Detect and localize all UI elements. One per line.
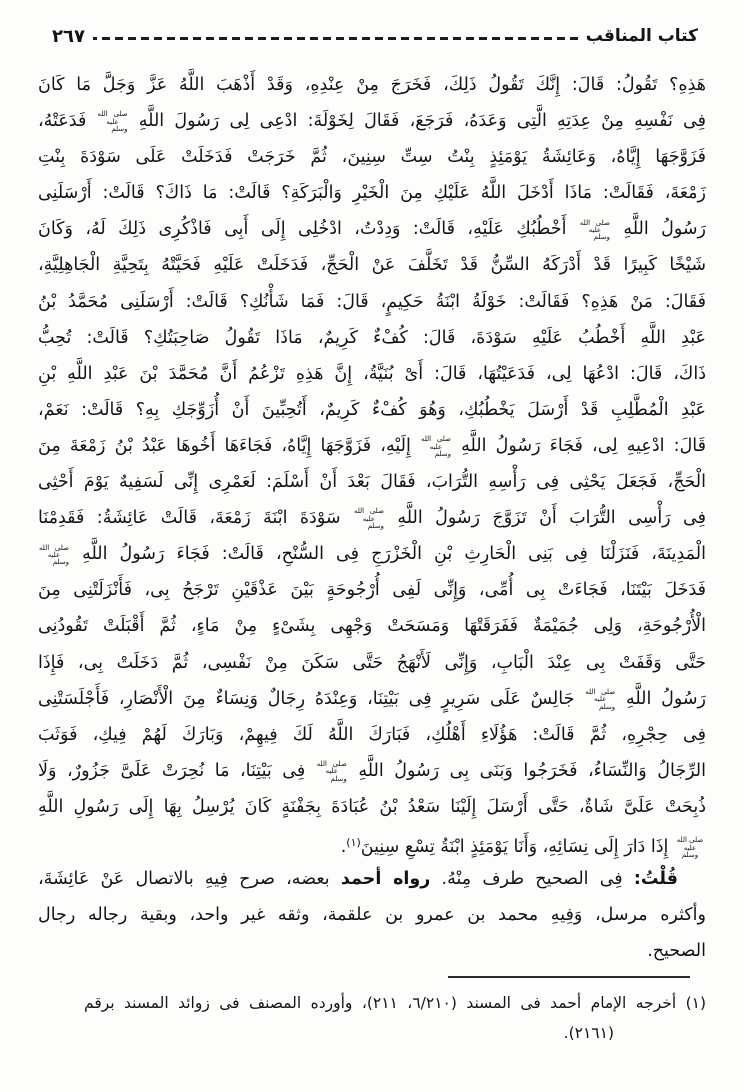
hadith-line: فَزَوَّجَهَا إِيَّاهُ، وَعَائِشَةُ يَوْمَئِذٍ بِنْتُ سِتِّ سِنِينَ، ثُمَّ خَرَجَتْ فَدَخَلَتْ عَلَى سَوْدَةَ بِنْتِ bbox=[38, 147, 706, 168]
hadith-line: ذُبِحَتْ عَلَىَّ شَاةٌ، حَتَّى أَرْسَلَ إِلَيْنَا سَعْدُ بْنُ عُبَادَةَ بِجَفْنَةٍ كَانَ يُرْسِلُ بِهَا إِلَى رَسُولِ اللَّهِ bbox=[38, 796, 706, 817]
hadith-line: الْحَجِّ، فَجَعَلَ يَحْثِى فِى رَأْسِهِ التُّرَابَ، فَقَالَ بَعْدَ أَنْ أَسْلَمَ: لَعَمْرِى إِنِّى لَسَفِيهٌ يَوْمَ أَحْثِى bbox=[38, 472, 706, 493]
pbuh-symbol: صلى الله عليه وسلم bbox=[353, 507, 384, 531]
footnote-line-2: (٢١٦١). bbox=[563, 1024, 614, 1042]
hadith-line: فِى رَأْسِى التُّرَابَ أَنْ تَزَوَّجَ رَسُولُ اللَّهِ صلى الله عليه وسلم سَوْدَةَ ابْنَةَ زَمْعَةَ، قَالَتْ عَائِشَةُ: فَقَدِمْنَا bbox=[38, 507, 706, 531]
qultu-label: قُلْتُ: bbox=[633, 869, 679, 890]
hadith-last-text: صلى الله عليه وسلم إِذَا دَارَ إِلَى نِسَائِهِ، وَأَنَا يَوْمَئِذٍ ابْنَةُ تِسْعِ سِنِينَ bbox=[360, 836, 704, 859]
hadith-line: زَمْعَةَ، فَقَالَتْ: مَاذَا أَدْخَلَ اللَّهُ عَلَيْكِ مِنَ الْخَيْرِ وَالْبَرَكَةِ؟ قَالَتْ: مَا ذَاكَ؟ قَالَتْ: أَرْسَلَنِى bbox=[38, 183, 706, 204]
footnote-separator bbox=[448, 976, 690, 978]
hadith-line: رَسُولُ اللَّهِ صلى الله عليه وسلم جَالِسٌ عَلَى سَرِيرٍ فِى بَيْتِنَا، وَعِنْدَهُ رِجَالٌ وَنِسَاءٌ مِنَ الْأَنْصَارِ، فَأَجْلَسَتْنِى bbox=[38, 687, 706, 711]
footnote-line-1: (١) أخرجه الإمام أحمد فى المسند (٦/٢١٠، ٢١١)، وأورده المصنف فى زوائد المسند برقم bbox=[84, 994, 707, 1012]
pbuh-symbol: صلى الله عليه وسلم bbox=[316, 760, 347, 783]
pbuh-symbol: صلى الله عليه وسلم bbox=[420, 435, 451, 458]
page-header bbox=[52, 22, 698, 50]
hadith-line: فِى حِجْرِهِ، ثُمَّ قَالَتْ: هَؤُلَاءِ أَهْلُكِ، فَبَارَكَ اللَّهُ لَكَ فِيهِمْ، وَبَارَكَ لَهُمْ فِيكِ، فَوَثَبَ bbox=[38, 724, 706, 745]
hadith-line: هَذِهِ؟ تَقُولُ: قَالَ: إِنَّكَ تَقُولُ ذَلِكَ، فَخَرَجَ مِنْ عِنْدِهِ، وَقَدْ أَذْهَبَ اللَّهُ عَزَّ وَجَلَّ مَا كَانَ bbox=[38, 75, 706, 95]
hadith-text-block bbox=[38, 67, 706, 969]
hadith-line: الْمَدِينَةَ، فَنَزَلْنَا فِى بَنِى الْحَارِثِ بْنِ الْخَزْرَجِ فِى السُّنْحِ، قَالَتْ: فَجَاءَ رَسُولُ اللَّهِ صلى الله عليه وسلم bbox=[39, 543, 706, 567]
hadith-line: عَبْدِ الْمُطَّلِبِ قَدْ أَرْسَلَ يَخْطُبُكِ، وَهُوَ كُفْءٌ كَرِيمٌ، أَتُحِبِّينَ أَنْ أُزَوِّجَكِ بِهِ؟ قَالَتْ: نَعَمْ، bbox=[38, 399, 706, 420]
pbuh-symbol: صلى الله عليه وسلم bbox=[39, 543, 69, 567]
hadith-last-line bbox=[38, 825, 706, 861]
comment-seg-2: بعضه، صرح فِيهِ بالاتصال عَنْ عَائِشَةَ، bbox=[38, 869, 341, 890]
sentence-period: . bbox=[340, 836, 347, 857]
hadith-line: فِى نَفْسِهِ مِنْ عِدَتِهِ الَّتِى وَعَدَهُ، فَرَجَعَ، فَقَالَ لِخَوْلَةَ: ادْعِى لِى رَسُولَ اللَّهِ صلى الله عليه وسلم فَدَعَتْهُ، bbox=[38, 110, 706, 134]
footnote bbox=[84, 988, 706, 1048]
hadith-line: فَدَخَلَ بَيْتَنَا، فَجَاءَتْ بِى أُمِّى، وَإِنِّى لَفِى أُرْجُوحَةٍ بَيْنَ عَذْقَيْنِ تَرْجَحُ بِى، فَأَنْزَلَتْنِى مِنَ bbox=[38, 580, 706, 601]
pbuh-symbol: صلى الله عليه وسلم bbox=[676, 836, 704, 859]
hadith-line: الْأُرْجُوحَةِ، وَلِى جُمَيْمَةٌ فَفَرَقَتْهَا وَمَسَحَتْ وَجْهِى بِشَىْءٍ مِنْ مَاءٍ، ثُمَّ أَقْبَلَتْ تَقُودُنِى bbox=[38, 616, 706, 637]
comment-seg-1: فِى الصحيح طرف مِنْهُ. bbox=[430, 869, 634, 890]
pbuh-symbol: صلى الله عليه وسلم bbox=[579, 218, 610, 242]
hadith-line: شَيْخًا كَبِيرًا قَدْ أَدْرَكَهُ السِّنُّ قَدْ تَخَلَّفَ عَنْ الْحَجِّ، فَدَخَلَتْ عَلَيْهِ فَحَيَّتْهُ بِتَحِيَّةِ الْجَاهِلِيَّةِ، bbox=[38, 255, 706, 276]
hadith-line: قَالَ: ادْعِيهِ لِى، فَجَاءَ رَسُولُ اللَّهِ صلى الله عليه وسلم إِلَيْهِ، فَزَوَّجَهَا إِيَّاهُ، فَجَاءَهَا أَخُوهَا عَبْدُ بْنُ زَمْعَةَ مِنَ bbox=[38, 435, 706, 458]
narrator-attribution: رواه أحمد bbox=[340, 869, 431, 890]
page-number: ٢٦٧ bbox=[52, 25, 85, 47]
hadith-line: رَسُولُ اللَّهِ صلى الله عليه وسلم أَخْطُبُكِ عَلَيْهِ، قَالَتْ: وَدِدْتُ، ادْخُلِى إِلَى أَبِى فَاذْكُرِى ذَلِكَ لَهُ، وَكَانَ bbox=[38, 218, 706, 242]
author-comment-line-1 bbox=[38, 861, 706, 897]
pbuh-symbol: صلى الله عليه وسلم bbox=[97, 110, 128, 134]
pbuh-symbol: صلى الله عليه وسلم bbox=[585, 687, 616, 711]
hadith-line: الرِّجَالُ وَالنِّسَاءُ، فَخَرَجُوا وَبَنَى بِى رَسُولُ اللَّهِ صلى الله عليه وسلم فِى بَيْتِنَا، مَا نُحِرَتْ عَلَىَّ جَزُورٌ، وَلَا bbox=[38, 760, 706, 783]
hadith-line: حَتَّى وَقَفَتْ بِى عِنْدَ الْبَابِ، وَإِنِّى لَأَنْهَجُ حَتَّى سَكَنَ مِنْ نَفْسِى، ثُمَّ دَخَلَتْ بِى، فَإِذَا bbox=[38, 652, 706, 673]
author-comment-line-3: الصحيح. bbox=[647, 941, 706, 962]
author-comment-line-2: وأكثره مرسل، وَفِيهِ محمد بن عمرو بن علقمة، وثقه غير واحد، وبقية رجاله رجال bbox=[38, 905, 706, 926]
hadith-line: فَقَالَ: مَنْ هَذِهِ؟ فَقَالَتْ: خَوْلَةُ ابْنَةُ حَكِيمٍ، قَالَ: فَمَا شَأْنُكِ؟ قَالَتْ: أَرْسَلَنِى مُحَمَّدُ بْنُ bbox=[38, 291, 706, 312]
header-dashed-rule bbox=[93, 37, 578, 40]
hadith-line: عَبْدِ اللَّهِ أَخْطُبُ عَلَيْهِ سَوْدَةَ، قَالَ: كُفْءٌ كَرِيمٌ، مَاذَا تَقُولُ صَاحِبَتُكِ؟ قَالَتْ: تُحِبُّ bbox=[38, 327, 706, 348]
hadith-line: ذَاكَ، قَالَ: ادْعُهَا لِى، فَدَعَيْتُهَا، قَالَ: أَىْ بُنَيَّةُ، إِنَّ هَذِهِ تَزْعُمُ أَنَّ مُحَمَّدَ بْنَ عَبْدِ اللَّهِ بْنِ bbox=[38, 363, 706, 384]
book-title: كتاب المناقب bbox=[585, 26, 698, 46]
footnote-ref-marker: (١) bbox=[346, 835, 361, 849]
